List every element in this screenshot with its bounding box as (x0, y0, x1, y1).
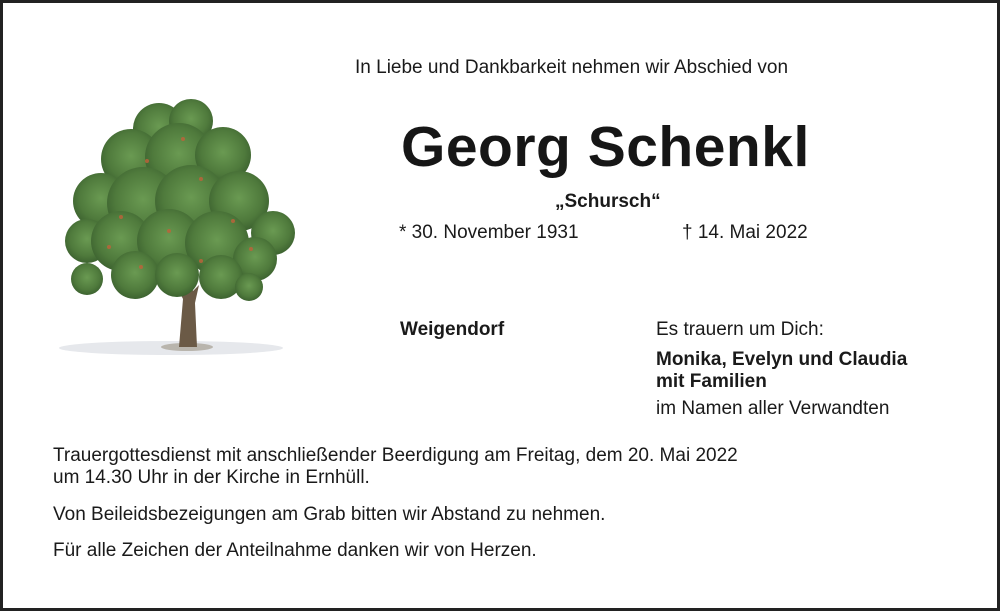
deceased-name: Georg Schenkl (401, 115, 810, 179)
mourners-names-line: Monika, Evelyn und Claudia (656, 349, 908, 370)
service-line: Trauergottesdienst mit anschließender Beerdigung am Freitag, dem 20. Mai 2022 (53, 445, 738, 466)
mourners-names (656, 349, 976, 393)
intro-text: In Liebe und Dankbarkeit nehmen wir Abschied von (355, 57, 789, 78)
condolence-note: Von Beileidsbezeigungen am Grab bitten wir Abstand zu nehmen. (53, 504, 606, 525)
mourners-names-line: mit Familien (656, 371, 767, 392)
mourners-intro: Es trauern um Dich: (656, 319, 824, 340)
service-line: um 14.30 Uhr in der Kirche in Ernhüll. (53, 467, 370, 488)
death-date: † 14. Mai 2022 (682, 222, 808, 243)
service-info (53, 445, 953, 489)
tree-icon (51, 91, 311, 361)
thanks-note: Für alle Zeichen der Anteilnahme danken wir von Herzen. (53, 540, 537, 561)
hometown: Weigendorf (400, 319, 505, 340)
birth-date: * 30. November 1931 (399, 222, 579, 243)
mourners-relatives: im Namen aller Verwandten (656, 398, 890, 419)
deceased-nickname: „Schursch“ (555, 191, 661, 212)
